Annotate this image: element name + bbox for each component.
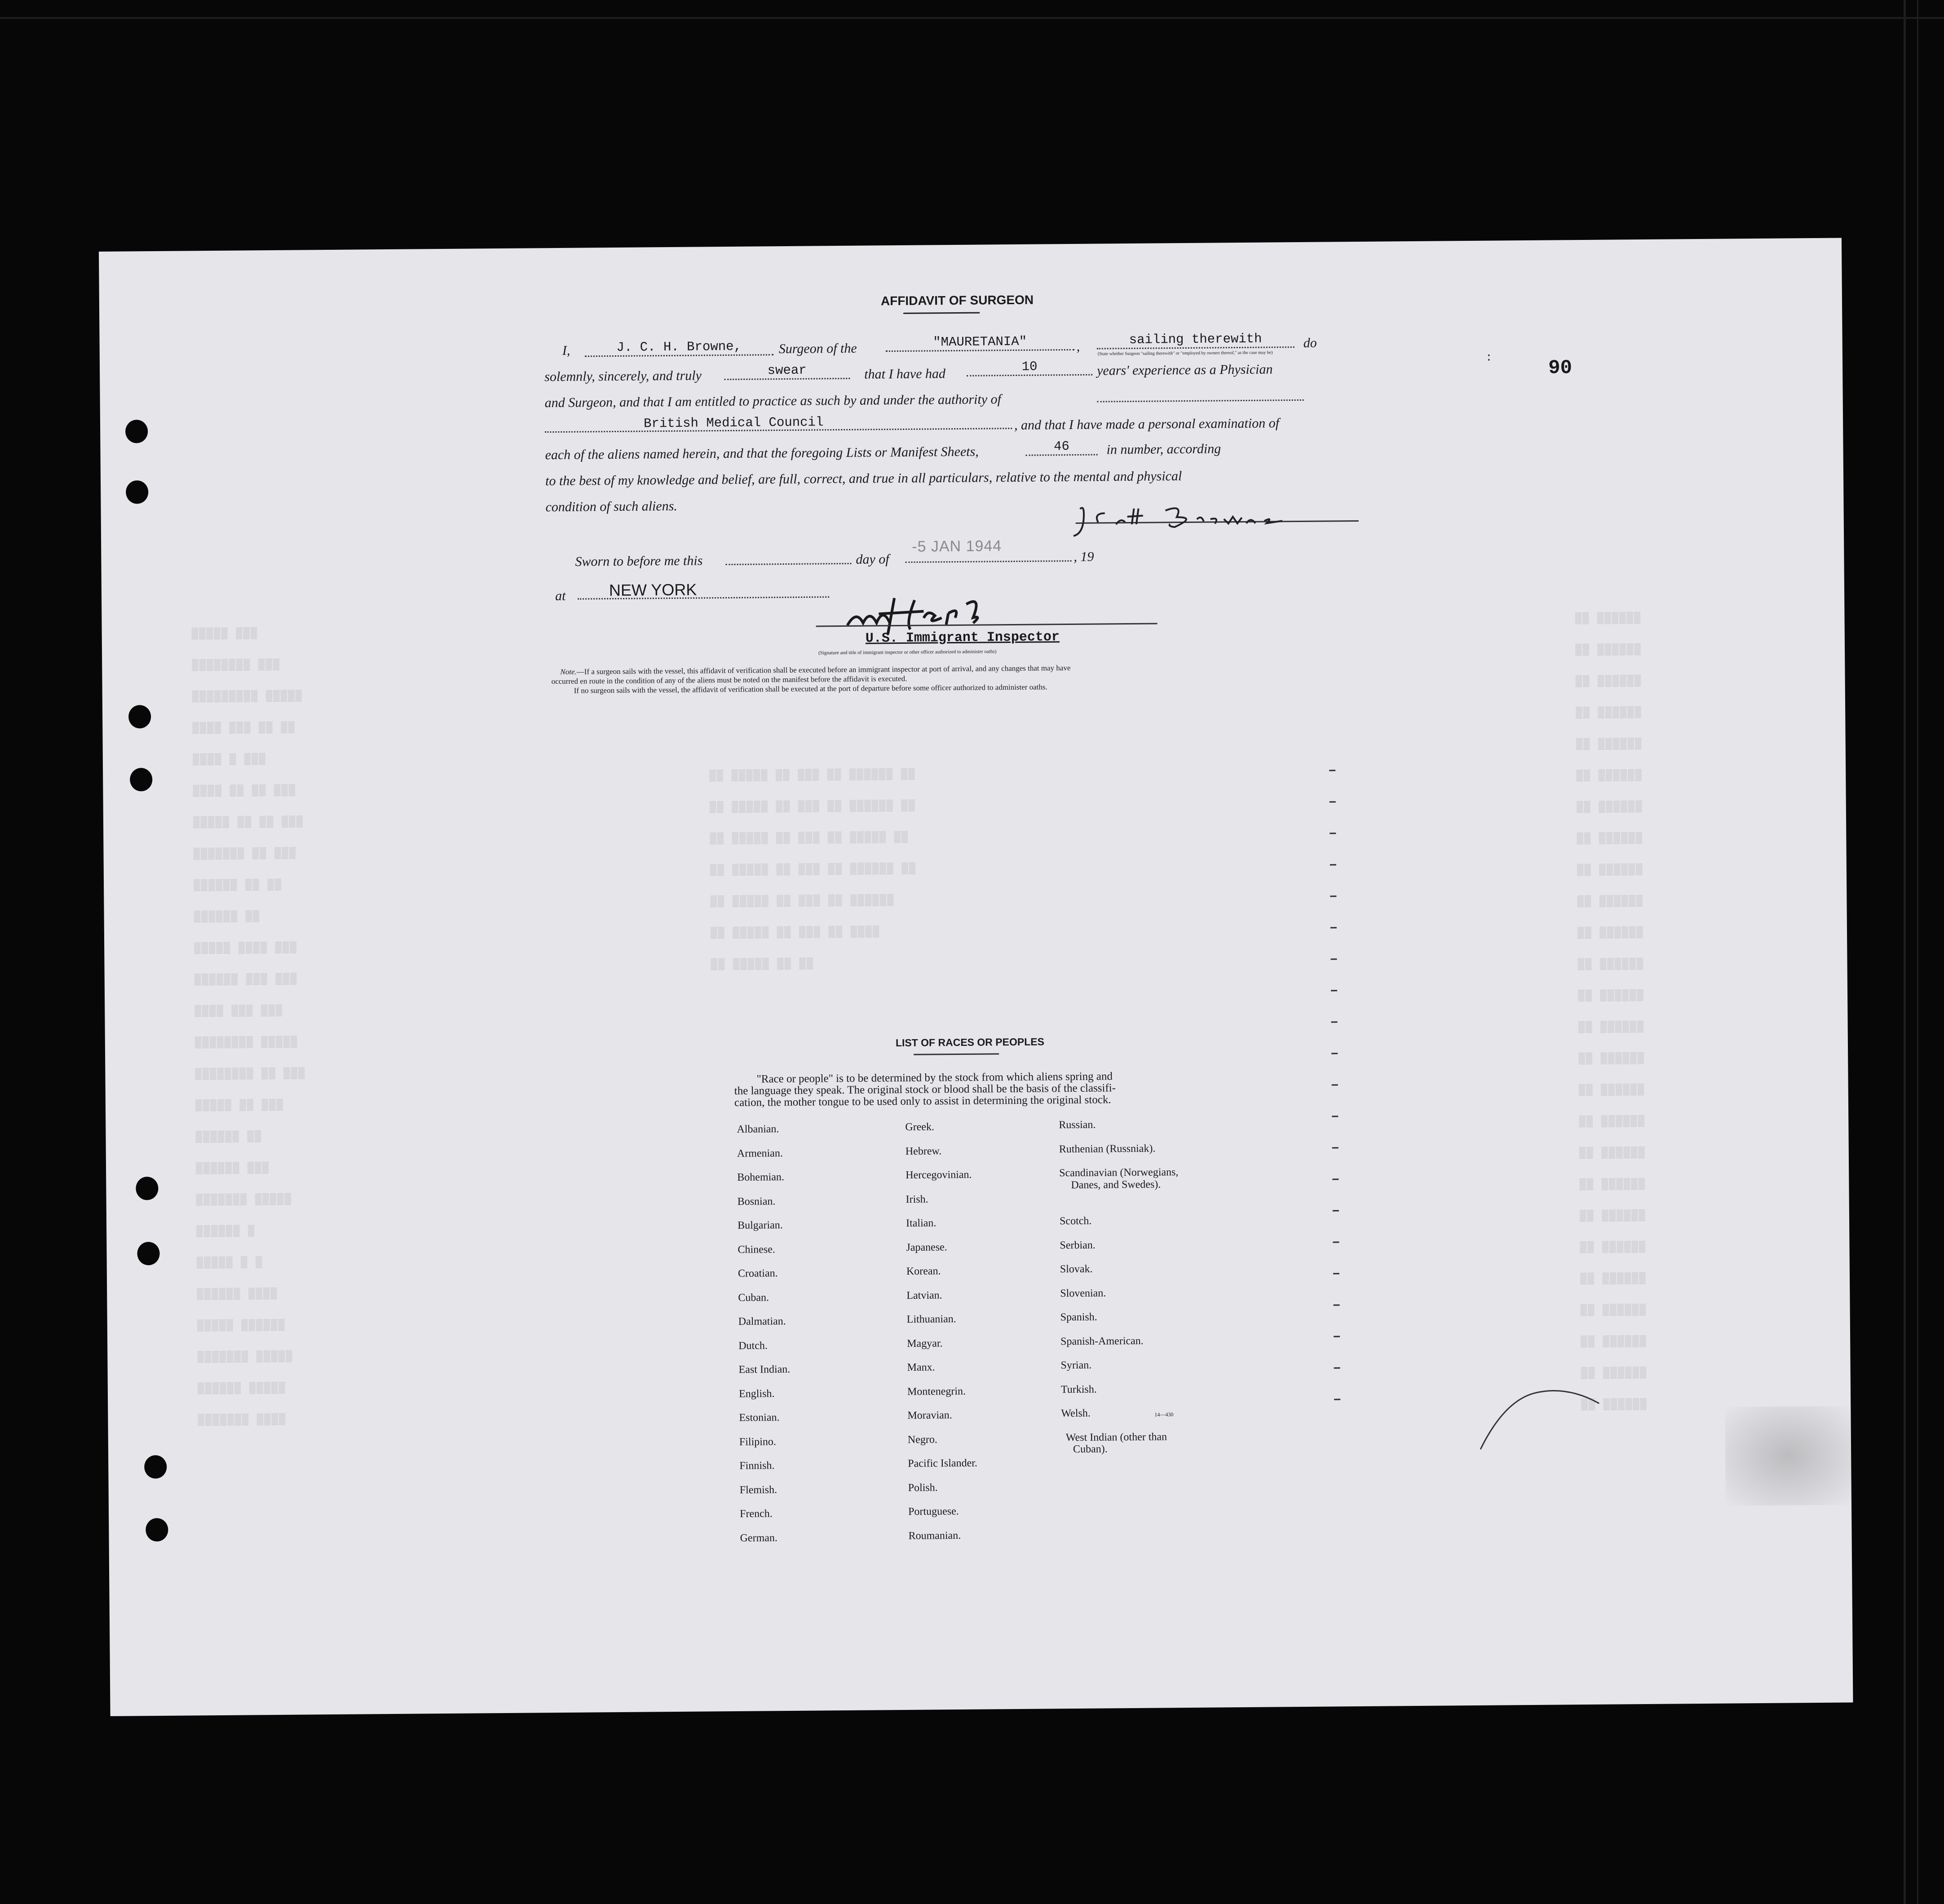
race-entry: Slovenian. [1060, 1287, 1106, 1299]
line1-mid: Surgeon of the [778, 341, 857, 357]
form-number: 14—430 [1154, 1411, 1174, 1418]
authority-field: British Medical Council [643, 415, 824, 431]
film-edge-right [1904, 0, 1906, 1904]
race-entry: Albanian. [737, 1123, 779, 1135]
line2-end: years' experience as a Physician [1097, 362, 1273, 378]
race-entry: Bosnian. [737, 1195, 776, 1208]
line6: to the best of my knowledge and belief, are full, correct, and true in all particulars, relative to the mental and physical [545, 469, 1182, 489]
race-entry: Roumanian. [908, 1529, 961, 1542]
race-entry: Spanish. [1060, 1311, 1097, 1324]
place-field: NEW YORK [609, 580, 697, 600]
race-entry: Greek. [905, 1121, 935, 1133]
line5-start: each of the aliens named herein, and that the foregoing Lists or Manifest Sheets, [545, 444, 979, 463]
line5-end: in number, according [1106, 441, 1221, 457]
race-entry: Serbian. [1060, 1239, 1096, 1251]
race-entry: Hebrew. [905, 1145, 942, 1157]
sailing-status-field: sailing therewith [1096, 331, 1294, 349]
vessel-name-field: "MAURETANIA" [886, 334, 1074, 352]
binder-hole [146, 1518, 168, 1541]
race-entry: Magyar. [907, 1337, 943, 1350]
race-entry: Estonian. [739, 1412, 780, 1424]
race-entry: Dutch. [738, 1339, 768, 1352]
line4-end: , and that I have made a personal examination of [1014, 416, 1280, 433]
race-entry: West Indian (other than [1065, 1430, 1167, 1443]
sworn-start: Sworn to before me this [575, 553, 703, 569]
binder-hole [125, 420, 148, 443]
races-title: LIST OF RACES OR PEOPLES [895, 1036, 1044, 1049]
surgeon-name-field: J. C. H. Browne, [585, 339, 773, 357]
pencil-mark [1478, 1372, 1631, 1454]
race-entry: Bohemian. [737, 1171, 784, 1183]
race-entry: Italian. [906, 1217, 937, 1229]
line1-end: do [1303, 335, 1317, 350]
race-entry: Latvian. [906, 1289, 942, 1302]
date-stamp: -5 JAN 1944 [912, 537, 1002, 555]
binder-hole [130, 768, 152, 791]
races-intro2: the language they speak. The original stock or blood shall be the basis of the classifi- [734, 1082, 1116, 1097]
binder-hole [126, 480, 148, 504]
races-intro1: "Race or people" is to be determined by the stock from which aliens spring and [756, 1070, 1113, 1085]
race-entry: East Indian. [738, 1363, 791, 1376]
race-entry: Manx. [907, 1361, 935, 1373]
at-label: at [555, 588, 566, 604]
document-page [99, 238, 1853, 1716]
affidavit-title: AFFIDAVIT OF SURGEON [880, 292, 1034, 308]
line1-comma: , [1076, 339, 1080, 354]
race-entry: Croatian. [738, 1267, 778, 1280]
race-entry: Negro. [907, 1433, 937, 1446]
race-entry: Russian. [1059, 1119, 1096, 1131]
race-entry: Pacific Islander. [908, 1457, 977, 1470]
race-entry: Hercegovinian. [906, 1169, 972, 1181]
race-entry: Filipino. [739, 1435, 776, 1448]
sheets-field: 46 [1025, 439, 1097, 456]
race-entry: Slovak. [1060, 1263, 1093, 1275]
sworn-day-label: day of [856, 552, 889, 567]
edge-shadow [1725, 1406, 1851, 1505]
race-entry: Turkish. [1060, 1383, 1097, 1395]
race-entry: Armenian. [737, 1147, 783, 1160]
race-entry: Ruthenian (Russniak). [1059, 1142, 1156, 1155]
race-entry: Lithuanian. [906, 1313, 956, 1325]
race-entry: Japanese. [906, 1241, 947, 1253]
line2-mid: that I have had [864, 366, 946, 382]
race-entry: English. [738, 1387, 775, 1400]
inspector-title: U.S. Immigrant Inspector [865, 629, 1060, 646]
binder-hole [136, 1177, 158, 1200]
oath-field: swear [724, 363, 850, 380]
sworn-day-dots [726, 563, 852, 565]
surgeon-signature [1066, 498, 1318, 540]
race-entry: Danes, and Swedes). [1071, 1178, 1161, 1191]
race-entry: French. [740, 1508, 773, 1520]
note-label: Note. [560, 667, 577, 676]
line3-dots [1097, 399, 1304, 403]
race-entry: German. [740, 1532, 778, 1544]
race-entry: Korean. [906, 1265, 941, 1277]
race-entry: Montenegrin. [907, 1385, 966, 1398]
page-number: 90 [1548, 357, 1573, 380]
sailing-note: (State whether Surgeon "sailing therewith" or "employed by owners thereof," as the case may be) [1097, 350, 1273, 357]
race-entry: Portuguese. [908, 1505, 959, 1518]
film-edge-top [0, 17, 1944, 19]
inspector-caption: (Signature and title of immigrant inspector or other officer authorized to administer oaths) [818, 649, 997, 656]
race-entry: Scandinavian (Norwegians, [1059, 1166, 1179, 1179]
film-edge-right-2 [1917, 0, 1918, 1904]
races-title-rule [914, 1053, 999, 1055]
race-entry: Syrian. [1060, 1359, 1092, 1372]
sworn-month-dots [905, 560, 1071, 563]
years-field: 10 [967, 359, 1092, 376]
race-entry: Cuban). [1073, 1443, 1108, 1456]
page-mark: : [1485, 350, 1493, 364]
title-rule [903, 312, 980, 314]
line2-start: solemnly, sincerely, and truly [544, 368, 702, 385]
bleed-through-rows: ▒▒▒▒▒ ▒▒▒ ▒▒▒▒▒▒▒▒ ▒▒▒ ▒▒▒▒▒▒▒▒▒ ▒▒▒▒▒ ▒▒▒▒ ▒▒▒ ▒▒ ▒▒ ▒▒▒▒ ▒ ▒▒▒ ▒▒▒▒ ▒▒ ▒▒ ▒▒▒ ▒▒▒▒▒ ▒▒ ▒▒ ▒▒▒ ▒▒▒▒▒▒▒ ▒▒ ▒▒▒ ▒▒▒▒▒▒ ▒▒ ▒▒ ▒▒▒▒▒▒ ▒▒ ▒▒▒▒▒ ▒▒▒▒ ▒▒▒ ▒▒▒▒▒▒ ▒▒▒ ▒▒▒ ▒▒▒▒ ▒▒▒ ▒▒▒ ▒▒▒▒▒▒▒▒ ▒▒▒▒▒ ▒▒▒▒▒▒▒▒ ▒▒ ▒▒▒ ▒▒▒▒▒ ▒▒ ▒▒▒ ▒▒▒▒▒▒ ▒▒ ▒▒▒▒▒▒ ▒▒▒ ▒▒▒▒▒▒▒ ▒▒▒▒▒ ▒▒▒▒▒▒ ▒ ▒▒▒▒▒ ▒ ▒ ▒▒▒▒▒▒ ▒▒▒▒ ▒▒▒▒▒ ▒▒▒▒▒▒ ▒▒▒▒▒▒▒ ▒▒▒▒▒ ▒▒▒▒▒▒ ▒▒▒▒▒ ▒▒▒▒▒▒▒ ▒▒▒▒ ▒▒ ▒▒▒▒▒ ▒▒ ▒▒▒ ▒▒ ▒▒▒▒▒▒ ▒▒ ▒▒ ▒▒▒▒▒ ▒▒ ▒▒▒ ▒▒ ▒▒▒▒▒▒ ▒▒ ▒▒ ▒▒▒▒▒ ▒▒ ▒▒▒ ▒▒ ▒▒▒▒▒ ▒▒ ▒▒ ▒▒▒▒▒ ▒▒ ▒▒▒ ▒▒ ▒▒▒▒▒▒ ▒▒ ▒▒ ▒▒▒▒▒ ▒▒ ▒▒▒ ▒▒ ▒▒▒▒▒▒ ▒▒ ▒▒▒▒▒ ▒▒ ▒▒▒ ▒▒ ▒▒▒▒ ▒▒ ▒▒▒▒▒ ▒▒ ▒▒ ▒▒ ▒▒▒▒▒▒ ▒▒ ▒▒▒▒▒▒ ▒▒ ▒▒▒▒▒▒ ▒▒ ▒▒▒▒▒▒ ▒▒ ▒▒▒▒▒▒ ▒▒ ▒▒▒▒▒▒ ▒▒ ▒▒▒▒▒▒ ▒▒ ▒▒▒▒▒▒ ▒▒ ▒▒▒▒▒▒ ▒▒ ▒▒▒▒▒▒ ▒▒ ▒▒▒▒▒▒ ▒▒ ▒▒▒▒▒▒ ▒▒ ▒▒▒▒▒▒ ▒▒ ▒▒▒▒▒▒ ▒▒ ▒▒▒▒▒▒ ▒▒ ▒▒▒▒▒▒ ▒▒ ▒▒▒▒▒▒ ▒▒ ▒▒▒▒▒▒ ▒▒ ▒▒▒▒▒▒ ▒▒ ▒▒▒▒▒▒ ▒▒ ▒▒▒▒▒▒ ▒▒ ▒▒▒▒▒▒ ▒▒ ▒▒▒▒▒▒ ▒▒ ▒▒▒▒▒▒ ▒▒ ▒▒▒▒▒▒ ▒▒ ▒▒▒▒▒▒ [191, 612, 1648, 1427]
races-intro3: cation, the mother tongue to be used only to assist in determining the original stock. [734, 1094, 1111, 1109]
race-entry: Spanish-American. [1060, 1335, 1144, 1347]
race-entry: Flemish. [739, 1483, 778, 1496]
race-entry: Irish. [906, 1193, 928, 1205]
race-entry: Chinese. [738, 1243, 775, 1256]
race-entry: Dalmatian. [738, 1315, 786, 1328]
race-entry: Moravian. [907, 1409, 952, 1421]
race-entry: Polish. [908, 1481, 938, 1494]
line1-start: I, [562, 343, 570, 358]
binder-hole [128, 705, 151, 728]
line7: condition of such aliens. [545, 498, 677, 515]
race-entry: Welsh. [1061, 1407, 1091, 1420]
binder-hole [144, 1455, 167, 1479]
race-entry: Scotch. [1059, 1215, 1092, 1227]
binder-hole [137, 1242, 159, 1265]
race-entry: Bulgarian. [737, 1219, 783, 1231]
sworn-year: , 19 [1074, 549, 1094, 564]
note-text1: —If a surgeon sails with the vessel, this affidavit of verification shall be executed before an immigrant inspector at port of arrival, and any changes that may have [576, 664, 1071, 676]
note-line2: occurred en route in the condition of any of the aliens must be noted on the manifest before the affidavit is executed. [551, 674, 907, 686]
note-line3: If no surgeon sails with the vessel, the affidavit of verification shall be executed at the port of departure before some officer authorized to administer oaths. [574, 682, 1047, 695]
race-entry: Cuban. [738, 1291, 769, 1304]
race-entry: Finnish. [739, 1460, 775, 1472]
line3: and Surgeon, and that I am entitled to practice as such by and under the authority of [544, 392, 1002, 411]
